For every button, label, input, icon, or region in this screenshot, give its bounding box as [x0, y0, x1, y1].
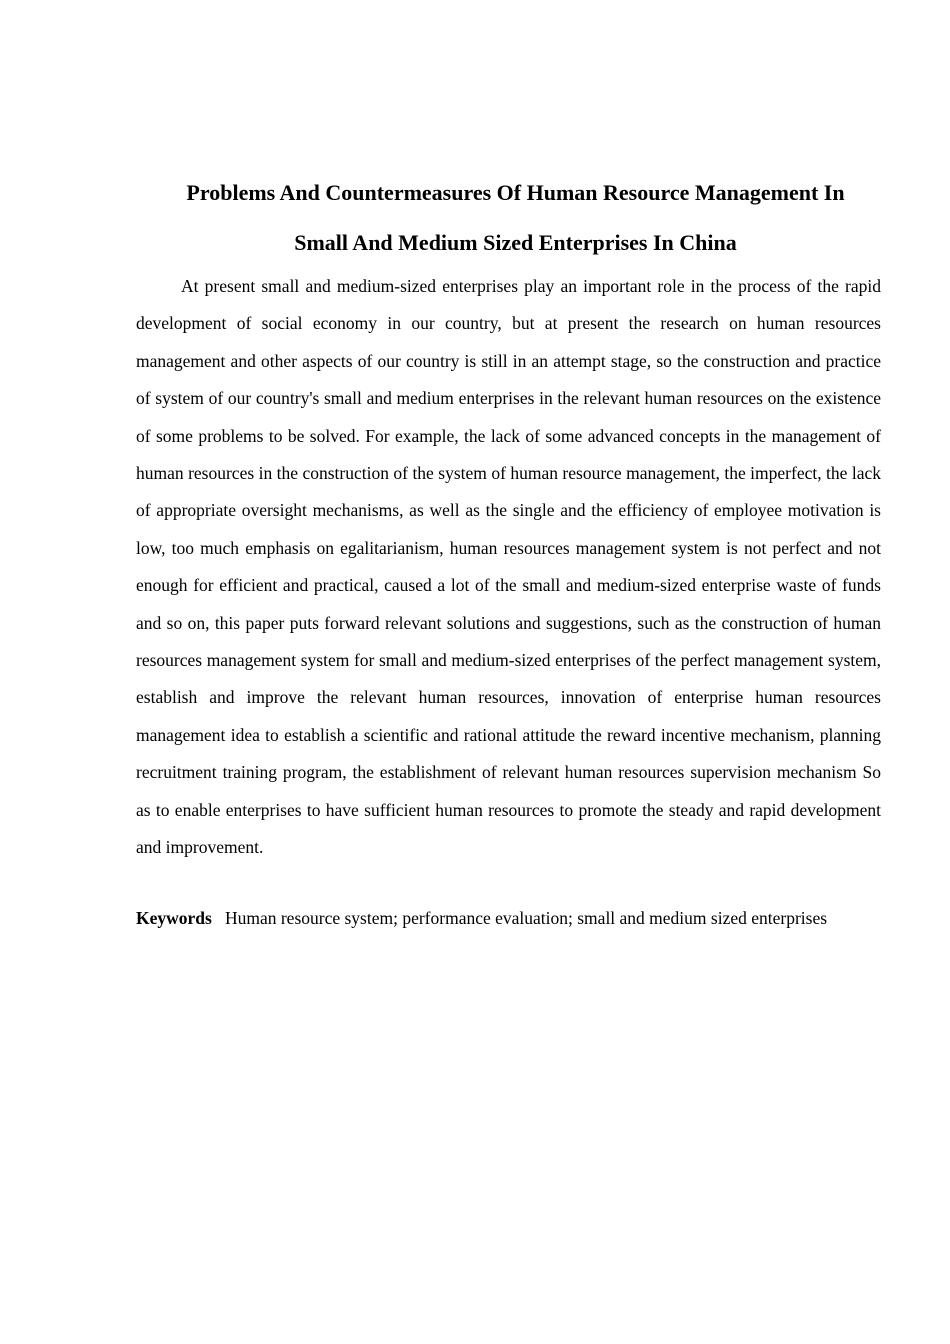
keywords-label: Keywords: [136, 907, 212, 928]
keywords-paragraph: [136, 900, 881, 937]
abstract-paragraph: At present small and medium-sized enterprises play an important role in the process of the rapid development of social economy in our country, but at present the research on human resources management and other aspects of our country is still in an attempt stage, so the construction and practice of system of our country's small and medium enterprises in the relevant human resources on the existence of some problems to be solved. For example, the lack of some advanced concepts in the management of human resources in the construction of the system of human resource management, the imperfect, the lack of appropriate oversight mechanisms, as well as the single and the efficiency of employee motivation is low, too much emphasis on egalitarianism, human resources management system is not perfect and not enough for efficient and practical, caused a lot of the small and medium-sized enterprise waste of funds and so on, this paper puts forward relevant solutions and suggestions, such as the construction of human resources management system for small and medium-sized enterprises of the perfect management system, establish and improve the relevant human resources, innovation of enterprise human resources management idea to establish a scientific and rational attitude the reward incentive mechanism, planning recruitment training program, the establishment of relevant human resources supervision mechanism So as to enable enterprises to have sufficient human resources to promote the steady and rapid development and improvement.: [136, 276, 881, 858]
document-title: [136, 168, 895, 268]
document-page: [136, 168, 881, 937]
keywords-text: Human resource system; performance evaluation; small and medium sized enterprises: [224, 907, 828, 928]
title-line-1: Problems And Countermeasures Of Human Resource Management In: [186, 180, 845, 205]
title-line-2: Small And Medium Sized Enterprises In China: [294, 230, 737, 255]
